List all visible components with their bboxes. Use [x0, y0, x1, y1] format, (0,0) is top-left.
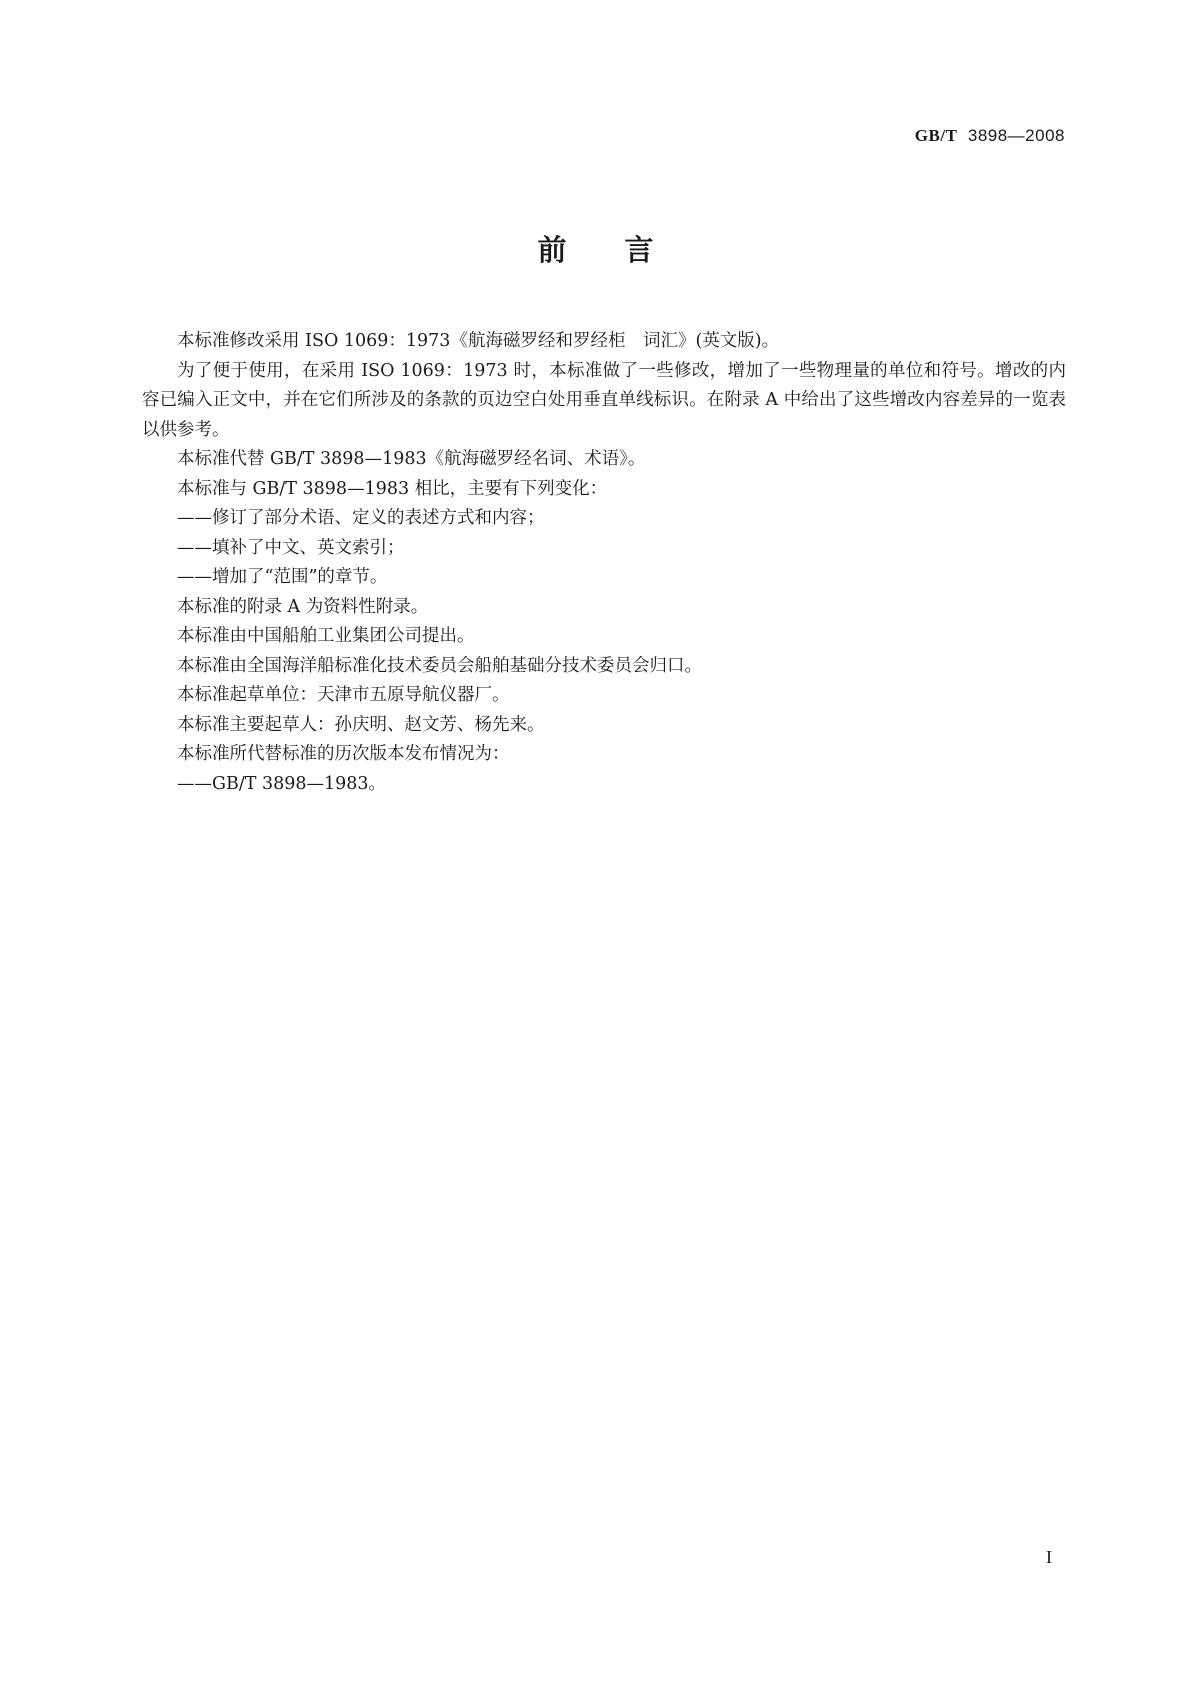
paragraph: 为了便于使用，在采用 ISO 1069：1973 时，本标准做了一些修改，增加了一些物理量的单位和符号。增改的内容已编入正文中，并在它们所涉及的条款的页边空白处用垂直单线标识。在附录 A 中给出了这些增改内容差异的一览表以供参考。 [142, 360, 1066, 440]
list-item: ——填补了中文、英文索引； [177, 537, 405, 558]
paragraph: 本标准由中国船舶工业集团公司提出。 [177, 626, 475, 646]
paragraph: 本标准起草单位：天津市五原导航仪器厂。 [177, 685, 510, 705]
list-item: ——增加了“范围”的章节。 [177, 567, 388, 587]
paragraph: 本标准所代替标准的历次版本发布情况为： [177, 744, 510, 764]
list-item: ——修订了部分术语、定义的表述方式和内容； [177, 508, 545, 528]
paragraph: 本标准的附录 A 为资料性附录。 [177, 596, 429, 617]
paragraph: 本标准代替 GB/T 3898—1983《航海磁罗经名词、术语》。 [177, 449, 646, 469]
foreword-body [142, 327, 1066, 799]
paragraph: 本标准由全国海洋船标准化技术委员会船舶基础分技术委员会归口。 [177, 655, 702, 676]
page-title: 前言 [537, 233, 712, 267]
list-item: ——GB/T 3898—1983。 [177, 773, 387, 794]
paragraph: 本标准修改采用 ISO 1069：1973《航海磁罗经和罗经柜 词汇》(英文版)。 [177, 331, 780, 351]
standard-code [915, 126, 1065, 146]
paragraph: 本标准与 GB/T 3898—1983 相比，主要有下列变化： [177, 478, 608, 499]
standard-number: 3898—2008 [967, 126, 1065, 145]
page-number: I [1046, 1547, 1052, 1567]
paragraph: 本标准主要起草人：孙庆明、赵文芳、杨先来。 [177, 714, 545, 735]
standard-prefix: GB/T [914, 126, 958, 145]
